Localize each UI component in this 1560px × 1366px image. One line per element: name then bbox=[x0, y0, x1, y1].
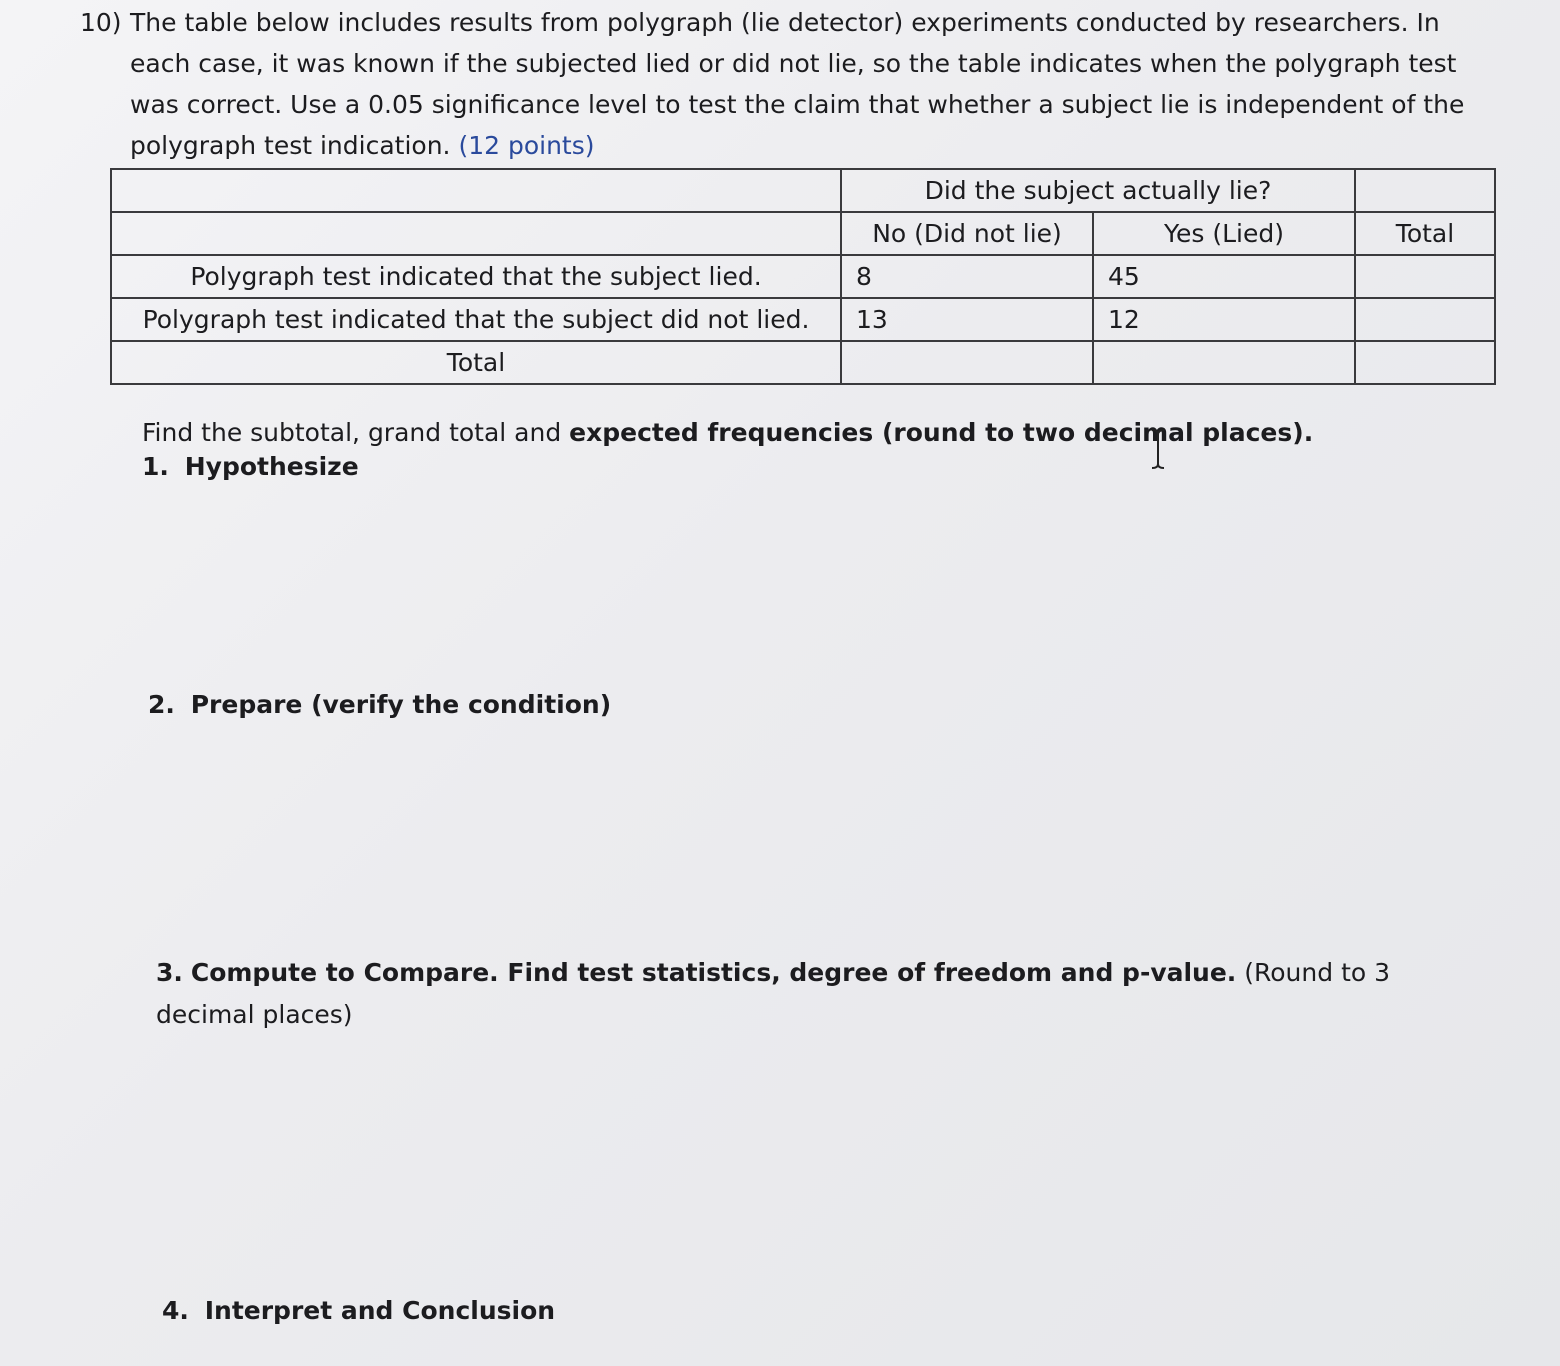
row-label: Polygraph test indicated that the subject did not lied. bbox=[111, 298, 841, 341]
step-label: Hypothesize bbox=[184, 452, 359, 481]
row-label: Total bbox=[111, 341, 841, 384]
instructions-bold: expected frequencies (round to two decimal places). bbox=[569, 418, 1314, 447]
table-blank-cell bbox=[111, 212, 841, 255]
step-1 bbox=[142, 452, 359, 481]
column-header-total: Total bbox=[1355, 212, 1495, 255]
question-points: (12 points) bbox=[458, 131, 595, 160]
column-header-yes: Yes (Lied) bbox=[1093, 212, 1355, 255]
cell-yes: 12 bbox=[1093, 298, 1355, 341]
cell-no: 8 bbox=[841, 255, 1093, 298]
cell-total bbox=[1355, 341, 1495, 384]
table-total-row bbox=[111, 341, 1495, 384]
question-body: The table below includes results from polygraph (lie detector) experiments conducted by researchers. In each case, it was known if the subjected lied or did not lie, so the table indicates when the polygraph test was correct. Use a 0.05 significance level to test the claim that whether a subject lie is independent of the polygraph test indication. bbox=[130, 8, 1465, 160]
cell-no bbox=[841, 341, 1093, 384]
step-label: Interpret and Conclusion bbox=[204, 1296, 556, 1325]
question-text bbox=[80, 2, 1500, 166]
row-label: Polygraph test indicated that the subject lied. bbox=[111, 255, 841, 298]
column-header-no: No (Did not lie) bbox=[841, 212, 1093, 255]
step-number: 4. bbox=[162, 1296, 189, 1325]
instructions-prefix: Find the subtotal, grand total and bbox=[142, 418, 570, 447]
step-2 bbox=[148, 690, 611, 719]
step-number: 3. bbox=[156, 958, 183, 987]
group-header: Did the subject actually lie? bbox=[841, 169, 1355, 212]
step-note: (Round to 3 decimal places) bbox=[156, 958, 1391, 1029]
text-cursor-icon bbox=[1149, 428, 1167, 470]
contingency-table bbox=[110, 168, 1496, 385]
table-column-row bbox=[111, 212, 1495, 255]
step-4 bbox=[162, 1296, 555, 1325]
instructions bbox=[142, 414, 1313, 452]
cell-total bbox=[1355, 255, 1495, 298]
table-row bbox=[111, 298, 1495, 341]
step-label: Compute to Compare. Find test statistics, degree of freedom and p-value. bbox=[190, 958, 1237, 987]
cell-no: 13 bbox=[841, 298, 1093, 341]
table-corner-cell bbox=[111, 169, 841, 212]
step-number: 2. bbox=[148, 690, 175, 719]
table-row bbox=[111, 255, 1495, 298]
cell-total bbox=[1355, 298, 1495, 341]
step-number: 1. bbox=[142, 452, 169, 481]
cell-yes bbox=[1093, 341, 1355, 384]
table-header-row bbox=[111, 169, 1495, 212]
step-label: Prepare (verify the condition) bbox=[190, 690, 612, 719]
table-empty-header bbox=[1355, 169, 1495, 212]
cell-yes: 45 bbox=[1093, 255, 1355, 298]
step-3 bbox=[156, 952, 1436, 1036]
question-number: 10) bbox=[80, 8, 122, 37]
